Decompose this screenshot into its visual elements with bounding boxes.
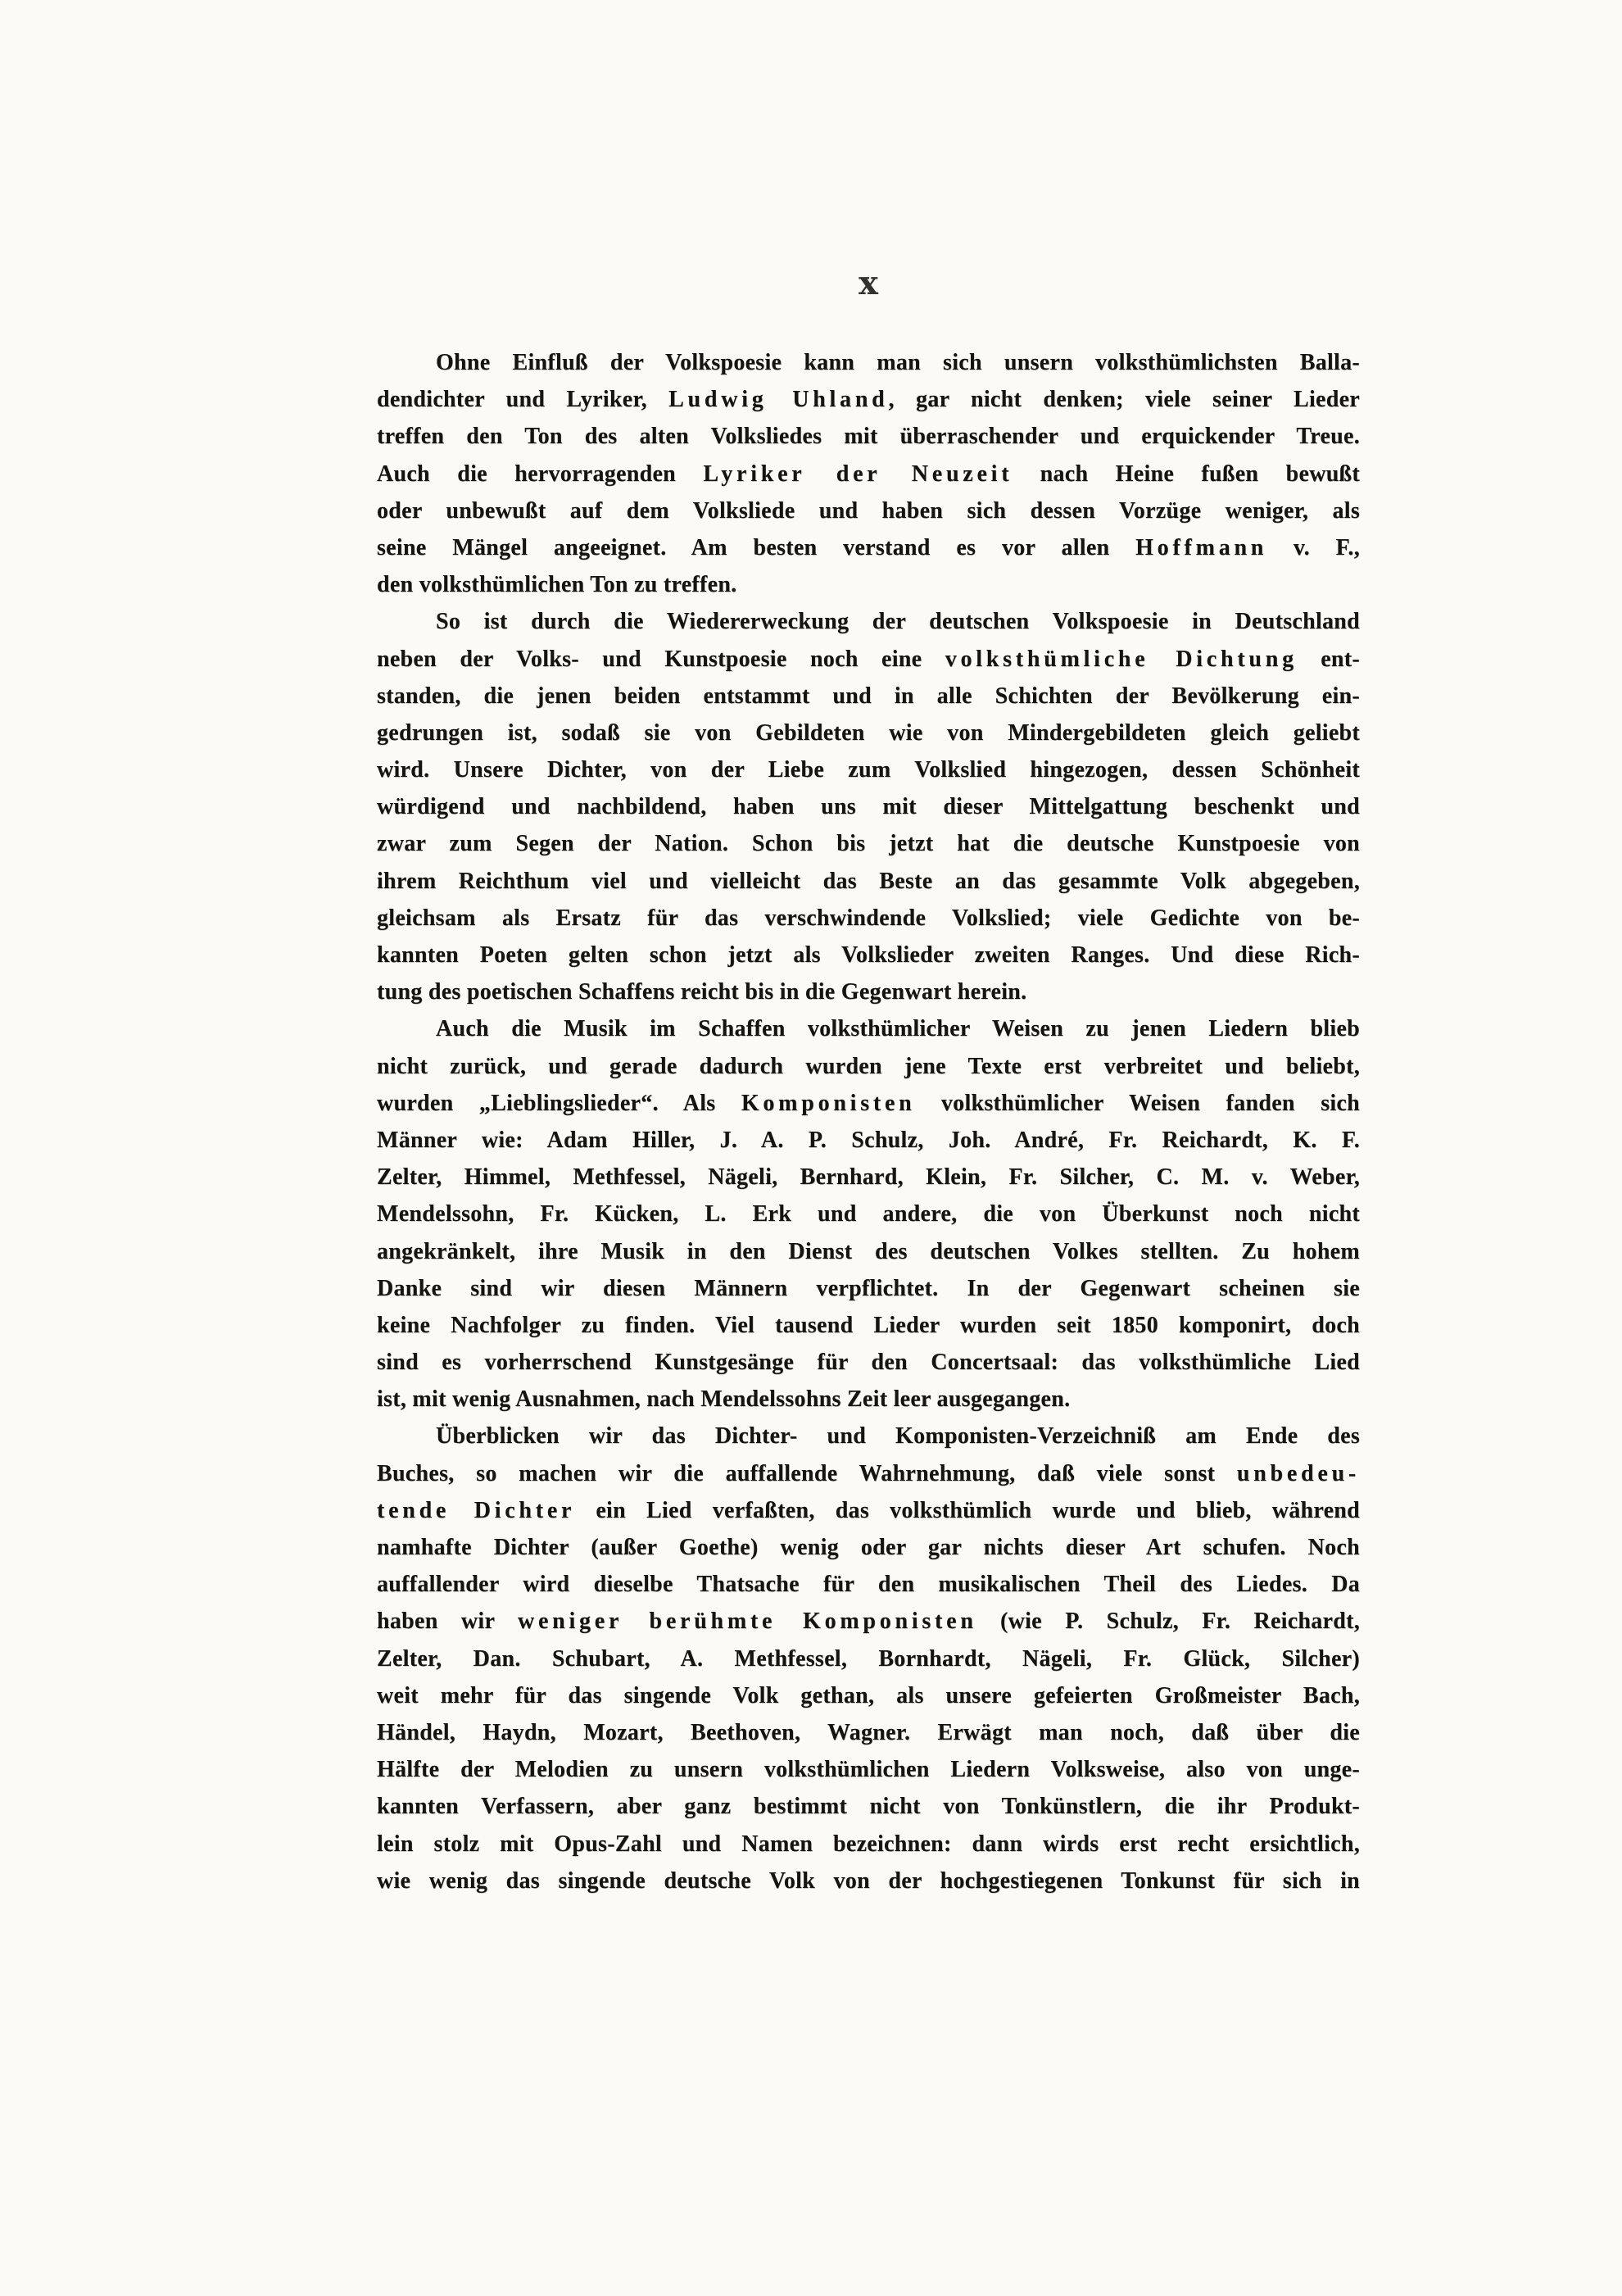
text-segment: ein Lied verfaßten, das volksthümlich wurde und blieb, während <box>575 1497 1361 1523</box>
text-line <box>377 418 1360 455</box>
text-line <box>377 1603 1360 1640</box>
text-line <box>377 1381 1360 1418</box>
text-segment: Auch die hervorragenden <box>377 461 704 487</box>
text-line <box>377 678 1360 715</box>
text-line <box>377 529 1360 566</box>
text-line <box>377 715 1360 751</box>
text-line <box>377 1863 1360 1899</box>
text-line <box>377 1826 1360 1863</box>
text-line <box>377 863 1360 900</box>
text-line <box>377 788 1360 825</box>
text-segment: nicht zurück, und gerade dadurch wurden jene Texte erst verbreitet und beliebt, <box>377 1053 1360 1079</box>
text-segment: v. F., <box>1267 534 1360 560</box>
text-line <box>377 1159 1360 1196</box>
page-text <box>377 344 1360 1899</box>
text-line <box>377 1640 1360 1677</box>
text-segment: Danke sind wir diesen Männern verpflichtet. In der Gegenwart scheinen sie <box>377 1275 1360 1301</box>
text-line <box>377 1492 1360 1529</box>
text-line <box>377 1196 1360 1232</box>
text-segment: Buches, so machen wir die auffallende Wahrnehmung, daß viele sonst <box>377 1460 1237 1486</box>
text-line <box>377 1233 1360 1270</box>
text-line <box>377 456 1360 492</box>
text-segment: neben der Volks- und Kunstpoesie noch eine <box>377 646 945 672</box>
letterspaced-text: weniger berühmte Komponisten <box>518 1609 977 1635</box>
text-line <box>377 1344 1360 1381</box>
text-segment: wird. Unsere Dichter, von der Liebe zum Volkslied hingezogen, dessen Schönheit <box>377 757 1360 783</box>
text-line <box>377 492 1360 529</box>
text-segment: Zelter, Dan. Schubart, A. Methfessel, Bornhardt, Nägeli, Fr. Glück, Silcher) <box>377 1645 1360 1672</box>
text-segment: gleichsam als Ersatz für das verschwindende Volkslied; viele Gedichte von be- <box>377 905 1360 931</box>
text-line <box>377 1048 1360 1085</box>
text-segment: kannten Verfassern, aber ganz bestimmt nicht von Tonkünstlern, die ihr Produkt- <box>377 1794 1360 1820</box>
text-line <box>377 1529 1360 1566</box>
text-segment: nach Heine fußen bewußt <box>1013 461 1360 487</box>
text-segment: lein stolz mit Opus-Zahl und Namen bezeichnen: dann wirds erst recht ersichtlich, <box>377 1831 1360 1857</box>
text-line <box>377 381 1360 418</box>
text-segment: weit mehr für das singende Volk gethan, als unsere gefeierten Großmeister Bach, <box>377 1682 1360 1708</box>
text-segment: Auch die Musik im Schaffen volksthümlicher Weisen zu jenen Liedern blieb <box>436 1016 1360 1042</box>
text-line <box>377 603 1360 640</box>
text-segment: zwar zum Segen der Nation. Schon bis jetzt hat die deutsche Kunstpoesie von <box>377 831 1360 857</box>
text-segment: sind es vorherrschend Kunstgesänge für den Concertsaal: das volksthümliche Lied <box>377 1350 1360 1376</box>
letterspaced-text: Komponisten <box>741 1090 916 1116</box>
text-line <box>377 1085 1360 1122</box>
text-segment: gedrungen ist, sodaß sie von Gebildeten wie von Mindergebildeten gleich geliebt <box>377 719 1360 746</box>
text-segment: kannten Poeten gelten schon jetzt als Volkslieder zweiten Ranges. Und diese Rich- <box>377 942 1360 968</box>
letterspaced-text: tende Dichter <box>377 1497 576 1523</box>
text-segment: (wie P. Schulz, Fr. Reichardt, <box>976 1609 1360 1635</box>
text-line <box>377 751 1360 788</box>
text-segment: ent- <box>1297 646 1360 672</box>
text-segment: den volksthümlichen Ton zu treffen. <box>377 572 737 598</box>
text-segment: Männer wie: Adam Hiller, J. A. P. Schulz, Joh. André, Fr. Reichardt, K. F. <box>377 1127 1360 1153</box>
text-segment: namhafte Dichter (außer Goethe) wenig oder gar nichts dieser Art schufen. Noch <box>377 1535 1360 1560</box>
text-segment: volksthümlicher Weisen fanden sich <box>915 1090 1360 1116</box>
text-line <box>377 1455 1360 1492</box>
text-segment: ist, mit wenig Ausnahmen, nach Mendelssohns Zeit leer ausgegangen. <box>377 1386 1071 1413</box>
text-segment: auffallender wird dieselbe Thatsache für den musikalischen Theil des Liedes. Da <box>377 1572 1360 1598</box>
text-line <box>377 825 1360 862</box>
text-line <box>377 641 1360 678</box>
text-segment: wurden „Lieblingslieder“. Als <box>377 1090 741 1116</box>
text-segment: Überblicken wir das Dichter- und Komponisten-Verzeichniß am Ende des <box>436 1423 1360 1450</box>
text-line <box>377 344 1360 381</box>
text-segment: dendichter und Lyriker, <box>377 387 669 413</box>
text-line <box>377 566 1360 603</box>
text-segment: So ist durch die Wiedererweckung der deutschen Volkspoesie in Deutschland <box>436 609 1360 635</box>
letterspaced-text: Ludwig Uhland <box>668 387 889 413</box>
text-segment: ihrem Reichthum viel und vielleicht das Beste an das gesammte Volk abgegeben, <box>377 868 1360 894</box>
text-segment: , gar nicht denken; viele seiner Lieder <box>888 387 1360 413</box>
letterspaced-text: unbedeu- <box>1236 1460 1360 1486</box>
text-line <box>377 1566 1360 1603</box>
letterspaced-text: Lyriker der Neuzeit <box>703 461 1013 487</box>
text-segment: angekränkelt, ihre Musik in den Dienst des deutschen Volkes stellten. Zu hohem <box>377 1238 1360 1264</box>
text-line <box>377 1010 1360 1047</box>
text-line <box>377 1270 1360 1307</box>
text-line <box>377 1788 1360 1825</box>
text-line <box>377 937 1360 973</box>
text-line <box>377 1307 1360 1344</box>
text-segment: Mendelssohn, Fr. Kücken, L. Erk und andere, die von Überkunst noch nicht <box>377 1201 1360 1227</box>
letterspaced-text: Hoffmann <box>1135 534 1268 560</box>
text-segment: Händel, Haydn, Mozart, Beethoven, Wagner. Erwägt man noch, daß über die <box>377 1719 1360 1745</box>
page-number: x <box>859 264 878 302</box>
text-segment: treffen den Ton des alten Volksliedes mit überraschender und erquickender Treue. <box>377 424 1360 450</box>
text-segment: standen, die jenen beiden entstammt und in alle Schichten der Bevölkerung ein- <box>377 683 1360 709</box>
text-line <box>377 1714 1360 1751</box>
text-segment: tung des poetischen Schaffens reicht bis in die Gegenwart herein. <box>377 979 1027 1005</box>
text-segment: seine Mängel angeeignet. Am besten verstand es vor allen <box>377 534 1136 560</box>
text-segment: oder unbewußt auf dem Volksliede und haben sich dessen Vorzüge weniger, als <box>377 497 1360 524</box>
text-segment: Hälfte der Melodien zu unsern volksthümlichen Liedern Volksweise, also von unge- <box>377 1757 1360 1783</box>
text-segment: Zelter, Himmel, Methfessel, Nägeli, Bernhard, Klein, Fr. Silcher, C. M. v. Weber, <box>377 1164 1360 1191</box>
letterspaced-text: volksthümliche Dichtung <box>945 646 1298 672</box>
text-line <box>377 900 1360 937</box>
text-segment: haben wir <box>377 1609 518 1635</box>
text-segment: würdigend und nachbildend, haben uns mit dieser Mittelgattung beschenkt und <box>377 794 1360 820</box>
text-segment: keine Nachfolger zu finden. Viel tausend Lieder wurden seit 1850 komponirt, doch <box>377 1312 1360 1338</box>
text-line <box>377 973 1360 1010</box>
text-segment: wie wenig das singende deutsche Volk von der hochgestiegenen Tonkunst für sich in <box>377 1867 1360 1894</box>
text-line <box>377 1751 1360 1788</box>
text-line <box>377 1122 1360 1159</box>
text-line <box>377 1418 1360 1454</box>
text-segment: Ohne Einfluß der Volkspoesie kann man sich unsern volksthümlichsten Balla- <box>436 350 1360 375</box>
text-line <box>377 1677 1360 1714</box>
